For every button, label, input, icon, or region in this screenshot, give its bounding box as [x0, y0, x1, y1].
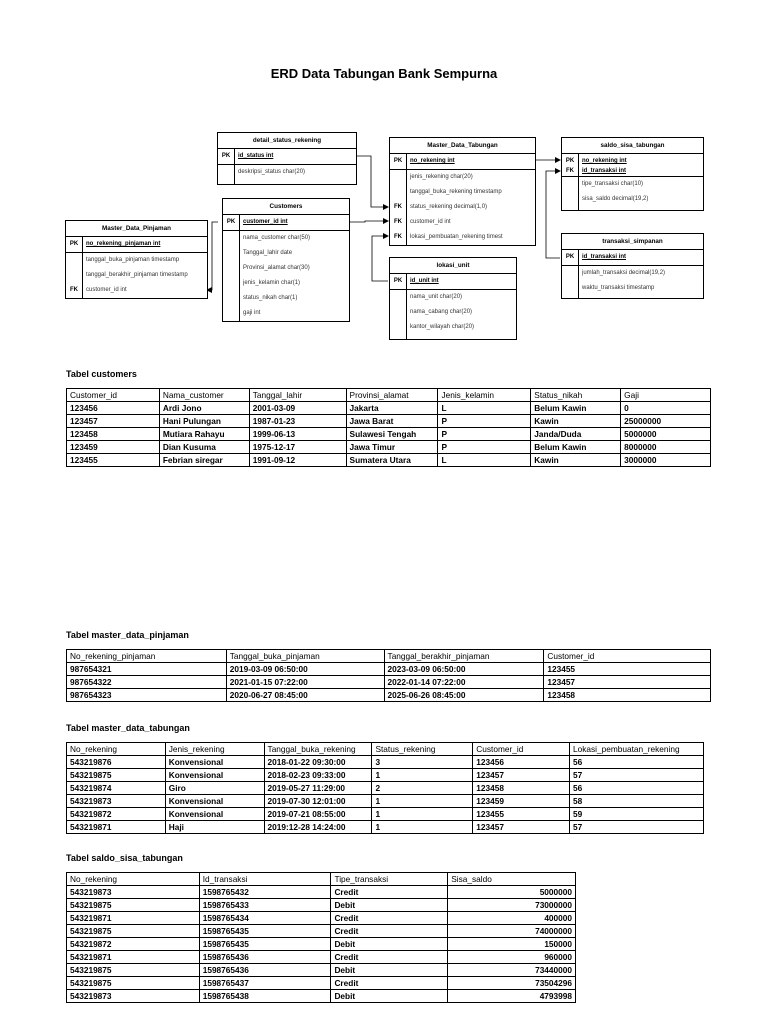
table-cell: 1598765438: [199, 990, 331, 1003]
table-cell: 2019-05-27 11:29:00: [264, 782, 372, 795]
table-cell: 58: [570, 795, 704, 808]
table-cell: Credit: [331, 977, 448, 990]
field: status_rekening decimal(1,0): [410, 204, 488, 210]
table-cell: 123455: [67, 454, 160, 467]
table-cell: 1598765435: [199, 938, 331, 951]
entity-title: detail_status_rekening: [218, 133, 356, 149]
table-cell: 543219872: [67, 808, 166, 821]
table-cell: 543219874: [67, 782, 166, 795]
key-label: PK: [69, 241, 79, 247]
field: deskripsi_status char(20): [238, 169, 306, 175]
table-cell: 150000: [448, 938, 576, 951]
table-row: [67, 454, 711, 467]
table-cell: 1598765434: [199, 912, 331, 925]
column-header: Id_transaksi: [199, 873, 331, 886]
table-cell: 1598765437: [199, 977, 331, 990]
table-cell: 1598765436: [199, 964, 331, 977]
document-title: ERD Data Tabungan Bank Sempurna: [270, 66, 498, 81]
table-cell: Jawa Timur: [346, 441, 438, 454]
table-cell: 543219875: [67, 899, 200, 912]
table-cell: L: [438, 454, 531, 467]
table-cell: 1598765433: [199, 899, 331, 912]
table-cell: 2019-07-21 08:55:00: [264, 808, 372, 821]
table-cell: 123458: [544, 689, 711, 702]
key-label: PK: [565, 158, 575, 164]
table-cell: Belum Kawin: [531, 441, 621, 454]
table-cell: 1: [372, 795, 473, 808]
entity-saldo-sisa-tabungan: [561, 137, 704, 211]
table-cell: 0: [621, 402, 711, 415]
table-cell: 987654323: [67, 689, 227, 702]
field: jenis_rekening char(20): [410, 174, 473, 180]
table-row: [67, 415, 711, 428]
key-label: FK: [394, 219, 402, 225]
table-cell: 1999-06-13: [249, 428, 346, 441]
table-cell: 987654321: [67, 663, 227, 676]
table-cell: Dian Kusuma: [159, 441, 249, 454]
table-cell: 1: [372, 769, 473, 782]
table-cell: 543219872: [67, 938, 200, 951]
table-row: [67, 886, 576, 899]
field-pk: id_transaksi int: [582, 168, 627, 174]
table-cell: P: [438, 441, 531, 454]
table-cell: P: [438, 415, 531, 428]
table-cell: 543219873: [67, 795, 166, 808]
table-cell: Sulawesi Tengah: [346, 428, 438, 441]
field-pk: no_rekening int: [410, 158, 455, 164]
entity-title: Master_Data_Pinjaman: [66, 221, 207, 237]
table-cell: Janda/Duda: [531, 428, 621, 441]
entity-title: Master_Data_Tabungan: [390, 138, 535, 154]
table-saldo-sisa-tabungan: [66, 872, 576, 1003]
table-cell: 543219875: [67, 977, 200, 990]
table-cell: Jawa Barat: [346, 415, 438, 428]
table-cell: 73504296: [448, 977, 576, 990]
table-cell: Ardi Jono: [159, 402, 249, 415]
entity-title: transaksi_simpanan: [562, 234, 703, 250]
table-row: [67, 441, 711, 454]
table-cell: Credit: [331, 951, 448, 964]
table-header-row: [67, 650, 711, 663]
table-cell: 56: [570, 782, 704, 795]
table-cell: Belum Kawin: [531, 402, 621, 415]
field: lokasi_pembuatan_rekening timest: [410, 234, 503, 240]
entity-master-data-tabungan: [389, 137, 536, 246]
table-cell: Febrian siregar: [159, 454, 249, 467]
field: customer_id int: [410, 219, 451, 225]
field: kantor_wilayah char(20): [410, 324, 475, 330]
field: Tanggal_lahir date: [243, 250, 293, 256]
table-cell: Hani Pulungan: [159, 415, 249, 428]
entity-title: Customers: [223, 199, 349, 215]
table-row: [67, 808, 704, 821]
table-cell: 2019-03-09 06:50:00: [226, 663, 384, 676]
table-cell: 2023-03-09 06:50:00: [384, 663, 544, 676]
table-cell: 543219873: [67, 990, 200, 1003]
table-cell: 2025-06-26 08:45:00: [384, 689, 544, 702]
table-cell: Kawin: [531, 454, 621, 467]
column-header: No_rekening: [67, 743, 166, 756]
table-cell: Sumatera Utara: [346, 454, 438, 467]
table-cell: 987654322: [67, 676, 227, 689]
column-header: No_rekening: [67, 873, 200, 886]
table-cell: 543219871: [67, 951, 200, 964]
key-label: PK: [565, 254, 575, 260]
field-pk: id_transaksi int: [582, 254, 627, 260]
table-cell: 123457: [67, 415, 160, 428]
table-cell: Debit: [331, 899, 448, 912]
table-cell: 2022-01-14 07:22:00: [384, 676, 544, 689]
field-pk: no_rekening_pinjaman int: [86, 241, 161, 247]
table-cell: 400000: [448, 912, 576, 925]
table-cell: 543219871: [67, 912, 200, 925]
table-cell: 2020-06-27 08:45:00: [226, 689, 384, 702]
table-cell: 123455: [544, 663, 711, 676]
table-cell: Konvensional: [165, 769, 264, 782]
key-label: PK: [393, 158, 403, 164]
table-cell: Credit: [331, 912, 448, 925]
column-header: Jenis_rekening: [165, 743, 264, 756]
table-cell: Giro: [165, 782, 264, 795]
table-cell: 25000000: [621, 415, 711, 428]
table-cell: Konvensional: [165, 808, 264, 821]
table-cell: 8000000: [621, 441, 711, 454]
table-row: [67, 912, 576, 925]
table-master-data-pinjaman: [66, 649, 711, 702]
table-cell: 960000: [448, 951, 576, 964]
field: sisa_saldo decimal(19,2): [582, 196, 649, 202]
table-cell: 2001-03-09: [249, 402, 346, 415]
key-label: [390, 185, 406, 200]
table-row: [67, 428, 711, 441]
table-cell: 59: [570, 808, 704, 821]
table-cell: 123457: [544, 676, 711, 689]
column-header: Nama_customer: [159, 389, 249, 402]
key-label: FK: [566, 168, 574, 174]
table-cell: 4793998: [448, 990, 576, 1003]
field: tanggal_buka_rekening timestamp: [410, 189, 502, 195]
table-cell: 2019-07-30 12:01:00: [264, 795, 372, 808]
table-cell: 57: [570, 821, 704, 834]
table-cell: 543219875: [67, 964, 200, 977]
table-cell: Kawin: [531, 415, 621, 428]
table-cell: 123458: [473, 782, 570, 795]
table-row: [67, 964, 576, 977]
field: nama_unit char(20): [410, 294, 463, 300]
table-row: [67, 938, 576, 951]
table-cell: 1598765435: [199, 925, 331, 938]
table-cell: Haji: [165, 821, 264, 834]
table-cell: 123457: [473, 769, 570, 782]
table-caption-tabungan: Tabel master_data_tabungan: [66, 723, 190, 733]
table-header-row: [67, 873, 576, 886]
table-cell: 123456: [67, 402, 160, 415]
field-pk: id_unit int: [410, 278, 439, 284]
table-cell: 1598765436: [199, 951, 331, 964]
table-cell: 2019:12-28 14:24:00: [264, 821, 372, 834]
table-cell: 73440000: [448, 964, 576, 977]
entity-master-data-pinjaman: [65, 220, 208, 299]
table-cell: L: [438, 402, 531, 415]
table-cell: Konvensional: [165, 795, 264, 808]
table-caption-pinjaman: Tabel master_data_pinjaman: [66, 630, 189, 640]
table-row: [67, 676, 711, 689]
table-cell: 543219871: [67, 821, 166, 834]
field: tanggal_berakhir_pinjaman timestamp: [86, 272, 188, 278]
key-label: FK: [70, 287, 78, 293]
key-label: FK: [394, 234, 402, 240]
table-cell: 3: [372, 756, 473, 769]
column-header: Provinsi_alamat: [346, 389, 438, 402]
table-row: [67, 782, 704, 795]
table-cell: 2: [372, 782, 473, 795]
table-cell: 123458: [67, 428, 160, 441]
table-cell: Konvensional: [165, 756, 264, 769]
table-row: [67, 951, 576, 964]
field-pk: no_rekening int: [582, 158, 627, 164]
column-header: Tanggal_berakhir_pinjaman: [384, 650, 544, 663]
table-row: [67, 769, 704, 782]
table-caption-customers: Tabel customers: [66, 369, 137, 379]
table-row: [67, 899, 576, 912]
field: nama_customer char(50): [243, 235, 311, 241]
table-cell: 543219876: [67, 756, 166, 769]
table-cell: 123455: [473, 808, 570, 821]
table-cell: 1991-09-12: [249, 454, 346, 467]
entity-lokasi-unit: [389, 257, 517, 340]
table-cell: 1: [372, 821, 473, 834]
column-header: Tipe_transaksi: [331, 873, 448, 886]
table-cell: 1987-01-23: [249, 415, 346, 428]
column-header: Customer_id: [67, 389, 160, 402]
field: Provinsi_alamat char(30): [243, 265, 310, 271]
table-row: [67, 756, 704, 769]
table-cell: P: [438, 428, 531, 441]
table-row: [67, 977, 576, 990]
table-cell: Debit: [331, 938, 448, 951]
table-cell: 123459: [473, 795, 570, 808]
key-label: [66, 268, 82, 283]
key-label: FK: [394, 204, 402, 210]
table-cell: Jakarta: [346, 402, 438, 415]
field-pk: customer_id int: [243, 219, 288, 225]
table-cell: Credit: [331, 925, 448, 938]
table-header-row: [67, 389, 711, 402]
field: jenis_kelamin char(1): [243, 280, 301, 286]
table-master-data-tabungan: [66, 742, 704, 834]
column-header: Status_rekening: [372, 743, 473, 756]
table-row: [67, 925, 576, 938]
table-cell: 123457: [473, 821, 570, 834]
key-label: [66, 253, 82, 268]
table-cell: 5000000: [621, 428, 711, 441]
field: waktu_transaksi timestamp: [582, 285, 655, 291]
table-cell: Credit: [331, 886, 448, 899]
table-cell: 543219875: [67, 769, 166, 782]
table-cell: Mutiara Rahayu: [159, 428, 249, 441]
column-header: Lokasi_pembuatan_rekening: [570, 743, 704, 756]
table-cell: 5000000: [448, 886, 576, 899]
column-header: Sisa_saldo: [448, 873, 576, 886]
table-row: [67, 821, 704, 834]
table-row: [67, 795, 704, 808]
table-cell: Debit: [331, 990, 448, 1003]
table-row: [67, 663, 711, 676]
column-header: Tanggal_buka_rekening: [264, 743, 372, 756]
table-cell: 3000000: [621, 454, 711, 467]
table-cell: 57: [570, 769, 704, 782]
table-row: [67, 402, 711, 415]
key-label: PK: [226, 219, 236, 225]
table-cell: 543219875: [67, 925, 200, 938]
column-header: Customer_id: [473, 743, 570, 756]
field: tanggal_buka_pinjaman timestamp: [86, 257, 180, 263]
table-cell: 543219873: [67, 886, 200, 899]
field: gaji int: [243, 310, 261, 316]
entity-transaksi-simpanan: [561, 233, 704, 299]
table-cell: 123456: [473, 756, 570, 769]
field: status_nikah char(1): [243, 295, 298, 301]
key-label: PK: [393, 278, 403, 284]
field: customer_id int: [86, 287, 127, 293]
column-header: Tanggal_buka_pinjaman: [226, 650, 384, 663]
entity-title: saldo_sisa_tabungan: [562, 138, 703, 154]
table-row: [67, 990, 576, 1003]
table-cell: 2021-01-15 07:22:00: [226, 676, 384, 689]
column-header: Jenis_kelamin: [438, 389, 531, 402]
column-header: Tanggal_lahir: [249, 389, 346, 402]
entity-detail-status-rekening: [217, 132, 357, 185]
entity-title: lokasi_unit: [390, 258, 516, 274]
table-cell: 1: [372, 808, 473, 821]
column-header: Customer_id: [544, 650, 711, 663]
column-header: Status_nikah: [531, 389, 621, 402]
table-cell: 56: [570, 756, 704, 769]
column-header: No_rekening_pinjaman: [67, 650, 227, 663]
table-row: [67, 689, 711, 702]
table-cell: 1598765432: [199, 886, 331, 899]
table-customers: [66, 388, 711, 467]
table-cell: Debit: [331, 964, 448, 977]
table-cell: 73000000: [448, 899, 576, 912]
key-label: [390, 170, 406, 185]
table-cell: 2018-01-22 09:30:00: [264, 756, 372, 769]
key-label: PK: [221, 153, 231, 159]
field: nama_cabang char(20): [410, 309, 473, 315]
table-cell: 74000000: [448, 925, 576, 938]
table-cell: 123459: [67, 441, 160, 454]
table-cell: 2018-02-23 09:33:00: [264, 769, 372, 782]
table-cell: 1975-12-17: [249, 441, 346, 454]
column-header: Gaji: [621, 389, 711, 402]
entity-customers: [222, 198, 350, 322]
field: jumlah_transaksi decimal(19,2): [582, 270, 666, 276]
field: tipe_transaksi char(10): [582, 181, 644, 187]
table-caption-saldo: Tabel saldo_sisa_tabungan: [66, 853, 183, 863]
table-header-row: [67, 743, 704, 756]
field-pk: id_status int: [238, 153, 274, 159]
